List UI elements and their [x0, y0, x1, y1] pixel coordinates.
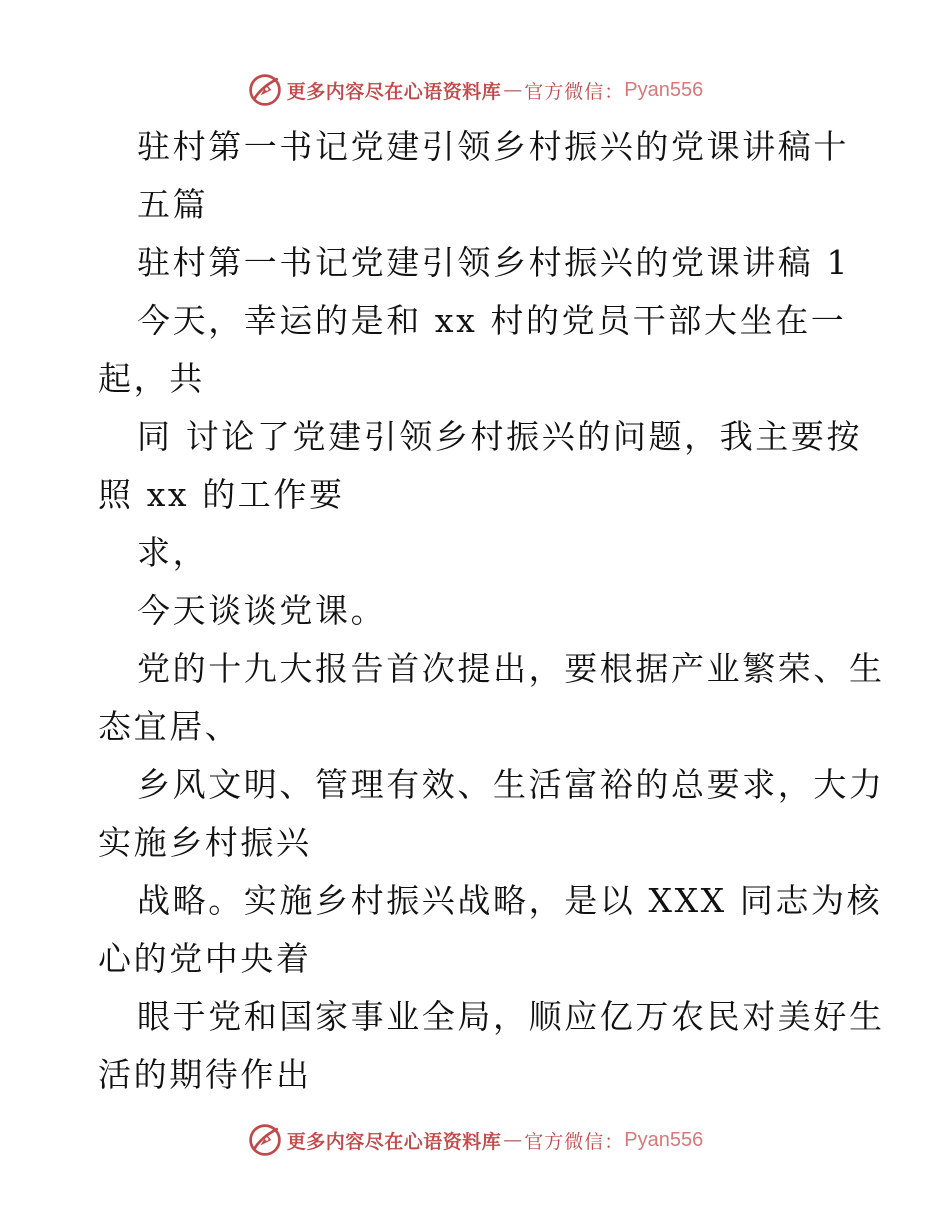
paragraph-line: 同 讨论了党建引领乡村振兴的问题，我主要按: [137, 417, 863, 456]
watermark-official-label: 官方微信：: [524, 80, 625, 103]
paragraph-line: 心的党中央着: [98, 939, 312, 978]
watermark-brand: 更多内容尽在心语资料库: [286, 1130, 502, 1153]
paragraph-line: 态宜居、: [98, 707, 241, 746]
paragraph-line: 党的十九大报告首次提出，要根据产业繁荣、生: [137, 649, 885, 688]
paragraph-line: 照 xx 的工作要: [98, 475, 345, 514]
header-watermark: [0, 70, 950, 110]
document-body: [98, 118, 885, 1104]
footer-watermark: [0, 1120, 950, 1160]
paragraph-line: 求，: [137, 533, 209, 572]
paragraph-line: 战略。实施乡村振兴战略，是以 XXX 同志为核: [137, 881, 883, 920]
paragraph-line: 眼于党和国家事业全局，顺应亿万农民对美好生: [137, 997, 885, 1036]
paragraph-line: 活的期待作出: [98, 1055, 312, 1094]
watermark-brand: 更多内容尽在心语资料库: [286, 80, 502, 103]
watermark-separator: —: [503, 79, 523, 101]
document-title-line: 驻村第一书记党建引领乡村振兴的党课讲稿十: [137, 127, 849, 166]
watermark-separator: —: [503, 1129, 523, 1151]
section-heading: 驻村第一书记党建引领乡村振兴的党课讲稿 1: [137, 243, 851, 282]
paragraph-line: 起，共: [98, 359, 205, 398]
paragraph-line: 实施乡村振兴: [98, 823, 312, 862]
pen-nib-logo-icon: [247, 1122, 283, 1158]
paragraph-line: 乡风文明、管理有效、生活富裕的总要求，大力: [137, 765, 885, 804]
paragraph-line: 今天谈谈党课。: [137, 591, 387, 630]
watermark-official-label: 官方微信：: [524, 1130, 625, 1153]
pen-nib-logo-icon: [247, 72, 283, 108]
paragraph-line: 今天，幸运的是和 xx 村的党员干部大坐在一: [137, 301, 847, 340]
watermark-wechat-id: Pyan556: [624, 1128, 704, 1151]
watermark-wechat-id: Pyan556: [624, 78, 704, 101]
document-title-line: 五篇: [137, 185, 209, 224]
